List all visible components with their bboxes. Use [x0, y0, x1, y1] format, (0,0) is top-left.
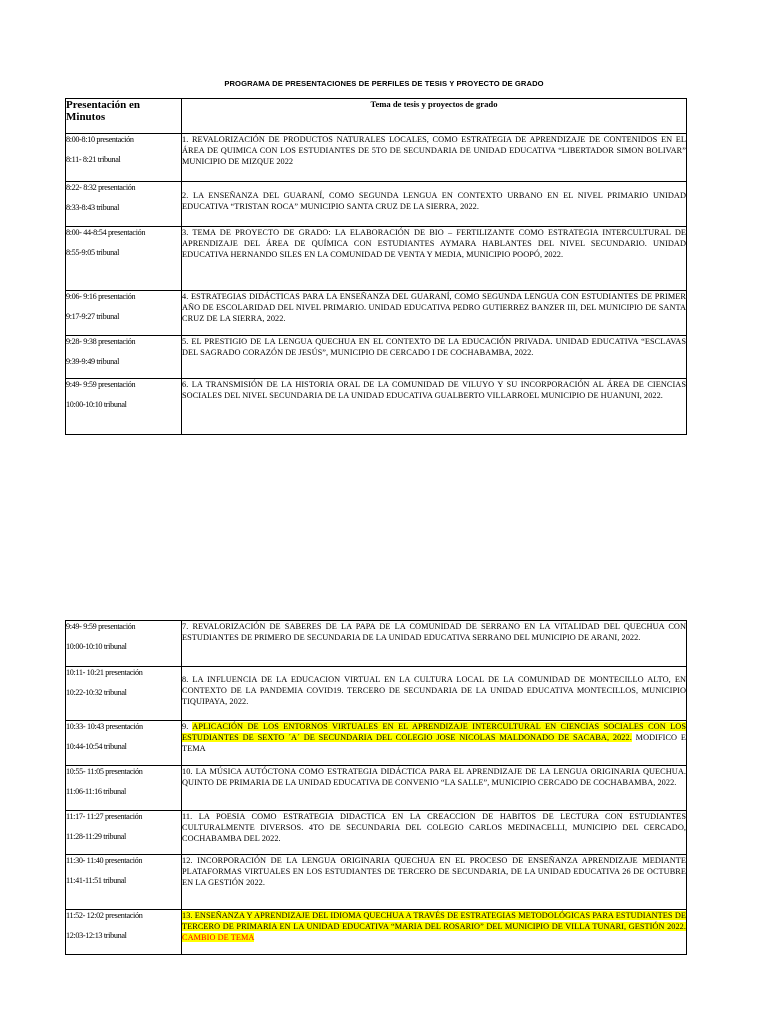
presentation-time: 10:11- 10:21 presentación: [66, 668, 143, 677]
tribunal-time: 8:33-8:43 tribunal: [66, 203, 120, 212]
tribunal-time: 10:44-10:54 tribunal: [66, 742, 127, 751]
table-row: [66, 182, 687, 227]
table-row: [66, 379, 687, 435]
presentation-time: 9:49- 9:59 presentación: [66, 380, 136, 389]
table-row: [66, 855, 687, 910]
table-row: [66, 766, 687, 811]
topic-cell: 3. TEMA DE PROYECTO DE GRADO: LA ELABORACIÓN DE BIO – FERTILIZANTE COMO ESTRATEGIA INTERCULTURAL DE APRENDIZAJE DEL ÁREA DE QUÍMICA CON ESTUDIANTES AYMARA HABLANTES DEL NIVEL SECUNDARIO. UNIDAD EDUCATIVA HERNANDO SILES EN LA COMUNIDAD DE VENTA Y MEDIA, MUNICIPIO POOPÓ, 2022.: [182, 227, 687, 291]
tribunal-time: 12:03-12:13 tribunal: [66, 931, 127, 940]
tribunal-time: 10:00-10:10 tribunal: [66, 400, 127, 409]
table-row: [66, 910, 687, 955]
presentation-time: 11:30- 11:40 presentación: [66, 856, 143, 865]
presentation-time: 11:52- 12:02 presentación: [66, 911, 143, 920]
tribunal-time: 11:41-11:51 tribunal: [66, 876, 126, 885]
topic-cell: 11. LA POESIA COMO ESTRATEGIA DIDACTICA EN LA CREACCION DE HABITOS DE LECTURA CON ESTUDIANTES CULTURALMENTE DIVERSOS. 4TO DE SECUNDARIA DEL COLEGIO CARLOS MEDINACELLI, MUNICIPIO DEL CERCADO, COCHABAMBA DEL 2022.: [182, 811, 687, 855]
topic-cell: 10. LA MÚSICA AUTÓCTONA COMO ESTRATEGIA DIDÁCTICA PARA EL APRENDIZAJE DE LA LENGUA ORIGINARIA QUECHUA. QUINTO DE PRIMARIA DE LA UNIDAD EDUCATIVA DE CONVENIO “LA SALLE”, MUNICIPIO CERCADO DE COCHABAMBA, 2022.: [182, 766, 687, 811]
table-row: [66, 621, 687, 667]
topic-cell: 1. REVALORIZACIÓN DE PRODUCTOS NATURALES LOCALES, COMO ESTRATEGIA DE APRENDIZAJE DE CONTENIDOS EN EL ÁREA DE QUIMICA CON LOS ESTUDIANTES DE 5TO DE SECUNDARIA DE UNIDAD EDUCATIVA “LIBERTADOR SIMON BOLIVAR” MUNICIPIO DE MIZQUE 2022: [182, 134, 687, 182]
table-row: [66, 811, 687, 855]
table-row: [66, 336, 687, 379]
time-cell: [66, 855, 182, 910]
time-cell: [66, 227, 182, 291]
topic-cell: 6. LA TRANSMISIÓN DE LA HISTORIA ORAL DE LA COMUNIDAD DE VILUYO Y SU INCORPORACIÓN AL ÁREA DE CIENCIAS SOCIALES DEL NIVEL SECUNDARIA DE LA UNIDAD EDUCATIVA GUALBERTO VILLARROEL MUNICIPIO DE HUANUNI, 2022.: [182, 379, 687, 435]
tribunal-time: 9:39-9:49 tribunal: [66, 357, 120, 366]
table-header-row: [66, 99, 687, 134]
header-topic: Tema de tesis y proyectos de grado: [182, 99, 687, 134]
topic-cell: 12. INCORPORACIÓN DE LA LENGUA ORIGINARIA QUECHUA EN EL PROCESO DE ENSEÑANZA APRENDIZAJE MEDIANTE PLATAFORMAS VIRTUALES EN LOS ESTUDIANTES DE TERCERO DE SECUNDARIA, DE LA UNIDAD EDUCATIVA 26 DE OCTUBRE EN LA GESTIÓN 2022.: [182, 855, 687, 910]
time-cell: [66, 379, 182, 435]
time-cell: [66, 621, 182, 667]
table-row: [66, 721, 687, 766]
topic-cell: [182, 910, 687, 955]
presentation-time: 9:49- 9:59 presentación: [66, 622, 136, 631]
table-row: [66, 134, 687, 182]
time-cell: [66, 811, 182, 855]
schedule-table-1: [65, 98, 687, 435]
topic-cell: [182, 721, 687, 766]
topic-cell: 7. REVALORIZACIÓN DE SABERES DE LA PAPA DE LA COMUNIDAD DE SERRANO EN LA VITALIDAD DEL QUECHUA CON ESTUDIANTES DE PRIMERO DE SECUNDARIA DE LA UNIDAD EDUCATIVA SERRANO DEL MUNICIPIO DE ARANI, 2022.: [182, 621, 687, 667]
time-cell: [66, 291, 182, 336]
schedule-table-2: [65, 620, 687, 955]
header-time: Presentación en Minutos: [66, 99, 182, 134]
topic-note: MODIFICO E TEMA: [182, 733, 686, 754]
tribunal-time: 9:17-9:27 tribunal: [66, 312, 120, 321]
tribunal-time: 10:00-10:10 tribunal: [66, 642, 127, 651]
presentation-time: 8:22- 8:32 presentación: [66, 183, 136, 192]
table-row: [66, 667, 687, 721]
presentation-time: 8:00-8:10 presentación: [66, 135, 134, 144]
topic-cell: 8. LA INFLUENCIA DE LA EDUCACION VIRTUAL EN LA CULTURA LOCAL DE LA COMUNIDAD DE MONTECILLO ALTO, EN CONTEXTO DE LA PANDEMIA COVID19. TERCERO DE SECUNDARIA DE LA UNIDAD EDUCATIVA MONTECILLOS, MUNICIPIO TIQUIPAYA, 2022.: [182, 667, 687, 721]
topic-cell: 5. EL PRESTIGIO DE LA LENGUA QUECHUA EN EL CONTEXTO DE LA EDUCACIÓN PRIVADA. UNIDAD EDUCATIVA “ESCLAVAS DEL SAGRADO CORAZÓN DE JESÚS”, MUNICIPIO DE CERCADO I DE COCHABAMBA, 2022.: [182, 336, 687, 379]
presentation-time: 11:17- 11:27 presentación: [66, 812, 143, 821]
presentation-time: 10:55- 11:05 presentación: [66, 767, 143, 776]
time-cell: [66, 721, 182, 766]
table-row: [66, 227, 687, 291]
time-cell: [66, 910, 182, 955]
topic-highlighted: 13. ENSEÑANZA Y APRENDIZAJE DEL IDIOMA QUECHUA A TRAVÉS DE ESTRATEGIAS METODOLÓGICAS PARA ESTUDIANTES DE TERCERO DE PRIMARIA EN LA UNIDAD EDUCATIVA “MARIA DEL ROSARIO” DEL MUNICIPIO DE VILLA TUNARI, GESTIÓN 2022.: [182, 911, 686, 932]
time-cell: [66, 134, 182, 182]
time-cell: [66, 766, 182, 811]
table-row: [66, 291, 687, 336]
presentation-time: 9:06- 9:16 presentación: [66, 292, 136, 301]
tribunal-time: 8:11- 8:21 tribunal: [66, 155, 121, 164]
topic-cell: 4. ESTRATEGIAS DIDÁCTICAS PARA LA ENSEÑANZA DEL GUARANÍ, COMO SEGUNDA LENGUA CON ESTUDIANTES DE PRIMER AÑO DE ESCOLARIDAD DEL NIVEL PRIMARIO. UNIDAD EDUCATIVA PEDRO GUTIERREZ BANZER III, DEL MUNICIPIO DE SANTA CRUZ DE LA SIERRA, 2022.: [182, 291, 687, 336]
document-title: PROGRAMA DE PRESENTACIONES DE PERFILES DE TESIS Y PROYECTO DE GRADO: [224, 79, 544, 88]
tribunal-time: 11:28-11:29 tribunal: [66, 832, 126, 841]
topic-highlighted: APLICACIÓN DE LOS ENTORNOS VIRTUALES EN EL APRENDIZAJE INTERCULTURAL EN CIENCIAS SOCIALES CON LOS ESTUDIANTES DE SEXTO ´A´ DE SECUNDARIA DEL COLEGIO JOSE NICOLAS MALDONADO DE SACABA, 2022.: [182, 722, 686, 743]
time-cell: [66, 182, 182, 227]
tribunal-time: 11:06-11:16 tribunal: [66, 787, 126, 796]
topic-change-note: CAMBIO DE TEMA: [182, 933, 255, 943]
presentation-time: 9:28- 9:38 presentación: [66, 337, 136, 346]
time-cell: [66, 667, 182, 721]
tribunal-time: 10:22-10:32 tribunal: [66, 688, 127, 697]
topic-cell: 2. LA ENSEÑANZA DEL GUARANÍ, COMO SEGUNDA LENGUA EN CONTEXTO URBANO EN EL NIVEL PRIMARIO UNIDAD EDUCATIVA “TRISTAN ROCA” MUNICIPIO SANTA CRUZ DE LA SIERRA, 2022.: [182, 182, 687, 227]
presentation-time: 10:33- 10:43 presentación: [66, 722, 143, 731]
tribunal-time: 8:55-9:05 tribunal: [66, 248, 120, 257]
presentation-time: 8:00- 44-8:54 presentación: [66, 228, 146, 237]
topic-prefix: 9.: [182, 722, 193, 731]
time-cell: [66, 336, 182, 379]
